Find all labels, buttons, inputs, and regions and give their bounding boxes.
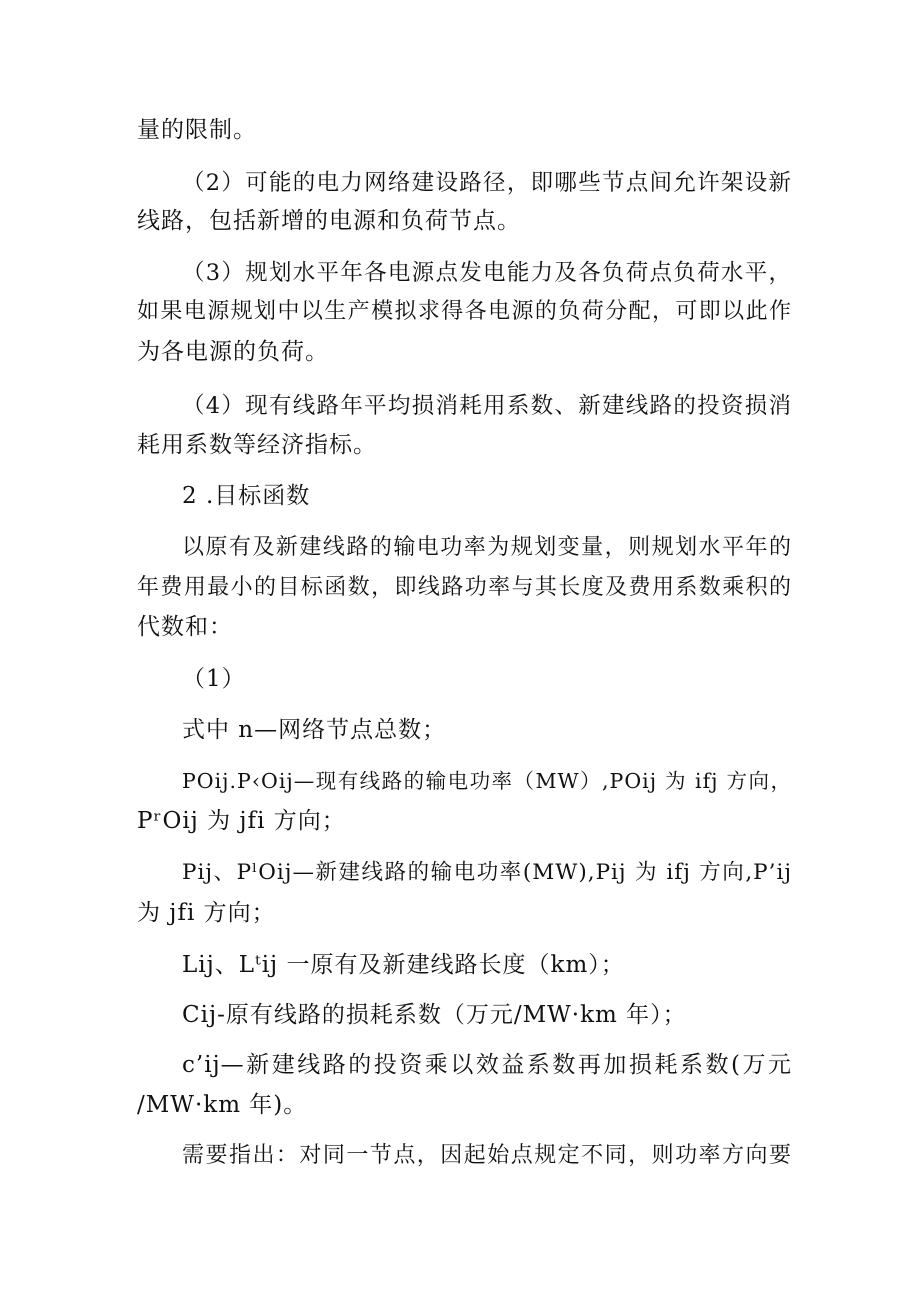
text-line: 需要指出：对同一节点，因起始点规定不同，则功率方向要 [182,1143,792,1168]
text-line: 式中 n—网络节点总数； [182,717,447,743]
text-line: 为各电源的负荷。 [137,339,329,365]
text-line: Cij-原有线路的损耗系数（万元/MW·km 年）； [182,1002,687,1028]
section-heading: 2 .目标函数 [182,483,311,509]
text-line: （4）现有线路年平均损消耗用系数、新建线路的投资损消 [182,393,792,419]
text-line: /MW·km 年)。 [137,1092,308,1118]
text-line: 为 jfi 方向； [137,900,276,926]
text-line: c’ij—新建线路的投资乘以效益系数再加损耗系数(万元 [182,1052,792,1078]
equation-number: （1） [182,666,246,692]
text-line: 耗用系数等经济指标。 [137,432,377,458]
text-line: 以原有及新建线路的输电功率为规划变量，则规划水平年的 [182,535,792,560]
text-line: （2）可能的电力网络建设路径，即哪些节点间允许架设新 [182,170,792,196]
text-line: POij.P‹Oij—现有线路的输电功率（MW）,POij 为 ifj 方向， [182,769,792,793]
text-line: 线路，包括新增的电源和负荷节点。 [137,208,521,234]
text-line: 量的限制。 [137,117,257,143]
text-line: Lij、Lᵗij 一原有及新建线路长度（km）； [182,952,625,978]
text-line: 年费用最小的目标函数，即线路功率与其长度及费用系数乘积的 [137,575,792,600]
text-line: 如果电源规划中以生产模拟求得各电源的负荷分配，可即以此作 [137,299,792,324]
text-line: （3）规划水平年各电源点发电能力及各负荷点负荷水平， [182,260,792,286]
text-line: 代数和： [137,614,233,640]
text-line: PʳOij 为 jfi 方向； [137,808,346,834]
text-line: Pij、PˡOij—新建线路的输电功率(MW),Pij 为 ifj 方向,P’ij [182,860,792,885]
